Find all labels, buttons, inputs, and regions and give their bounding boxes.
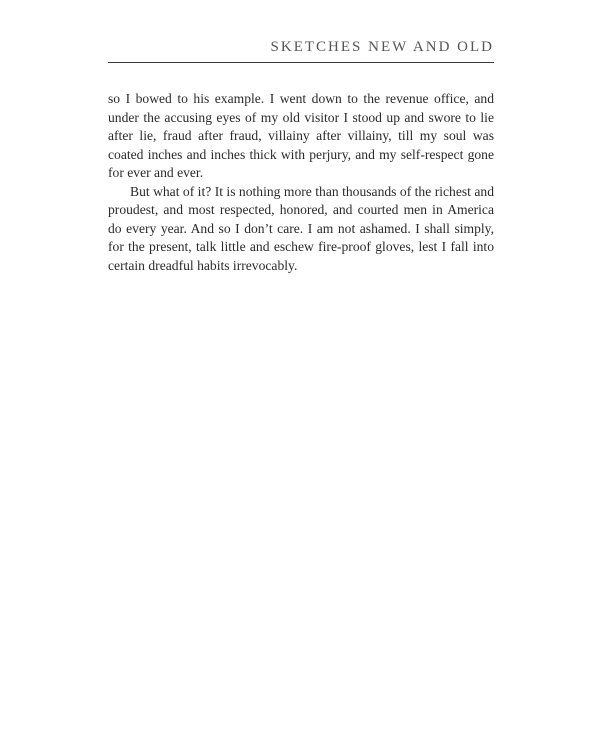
paragraph-continued: so I bowed to his example. I went down to the revenue office, and under the accusing eyes of my old visitor I stood up and swore to lie after lie, fraud after fraud, villainy after villainy, till my soul was coated inches and inches thick with perjury, and my self-respect gone for ever and ever.	[108, 91, 494, 180]
header-rule	[108, 62, 494, 63]
running-head: SKETCHES NEW AND OLD	[270, 39, 494, 55]
paragraph: But what of it? It is nothing more than thousands of the richest and proudest, and most respected, honored, and courted men in America do every year. And so I don’t care. I am not ashamed. I shall simply, for the present, talk little and eschew fire-proof gloves, lest I fall into certain dreadful habits irrevocably.	[108, 183, 494, 273]
body-text	[108, 90, 494, 275]
